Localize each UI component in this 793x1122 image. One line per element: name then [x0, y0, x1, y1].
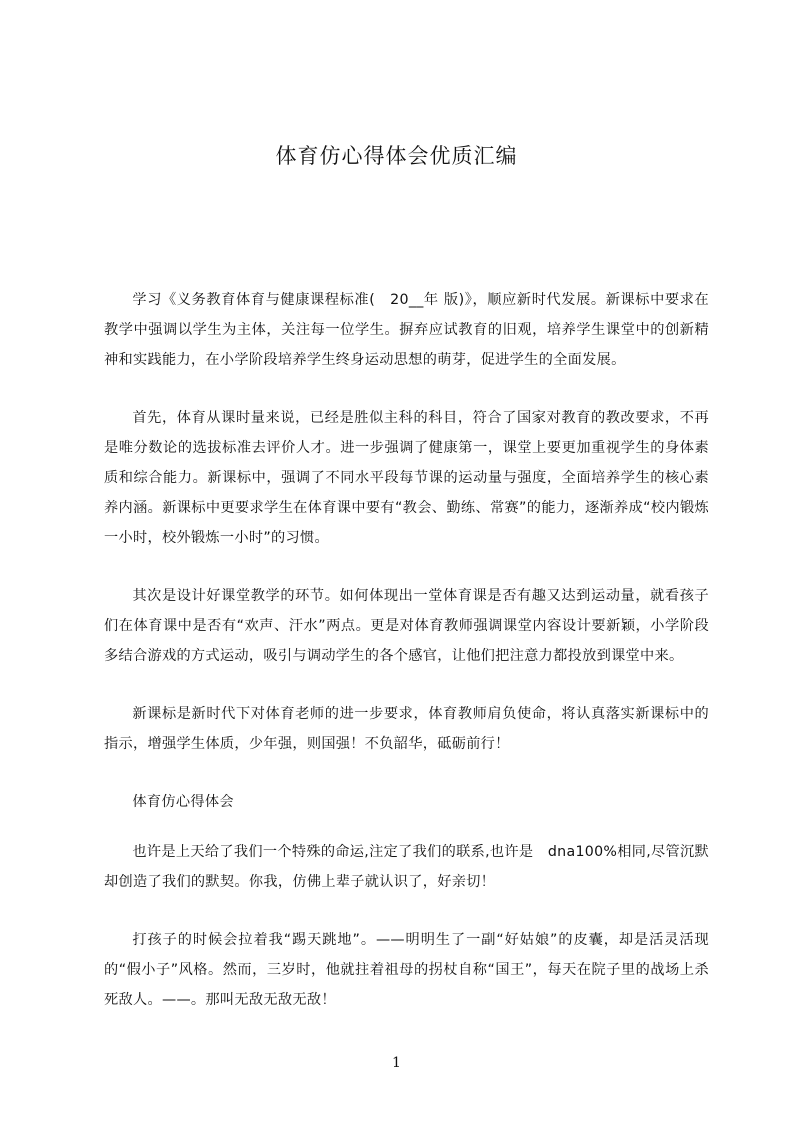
paragraph-childhood: 打孩子的时候会拉着我“踢天跳地”。——明明生了一副“好姑娘”的皮囊，却是活灵活现的“假小子”风格。然而，三岁时，他就拄着祖母的拐杖自称“国王”，每天在院子里的战场上杀死敌人。——。那叫无敌无敌无敌！	[104, 932, 709, 1008]
paragraph-second-point: 其次是设计好课堂教学的环节。如何体现出一堂体育课是否有趣又达到运动量，就看孩子们在体育课中是否有“欢声、汗水”两点。更是对体育教师强调课堂内容设计要新颖，小学阶段多结合游戏的方式运动，吸引与调动学生的各个感官，让他们把注意力都投放到课堂中来。	[104, 588, 709, 664]
page-number: 1	[392, 1055, 401, 1071]
paragraph-first-point: 首先，体育从课时量来说，已经是胜似主科的科目，符合了国家对教育的教改要求，不再是唯分数论的选拔标准去评价人才。进一步强调了健康第一，课堂上要更加重视学生的身体素质和综合能力。新课标中，强调了不同水平段每节课的运动量与强度，全面培养学生的核心素养内涵。新课标中更要求学生在体育课中要有“教会、勤练、常赛”的能力，逐渐养成“校内锻炼一小时，校外锻炼一小时”的习惯。	[104, 410, 709, 546]
document-body	[104, 285, 709, 1043]
paragraph-fate: 也许是上天给了我们一个特殊的命运,注定了我们的联系,也许是 dna100%相同,尽管沉默却创造了我们的默契。你我，仿佛上辈子就认识了，好亲切！	[104, 844, 709, 890]
paragraph-conclusion: 新课标是新时代下对体育老师的进一步要求，体育教师肩负使命，将认真落实新课标中的指示，增强学生体质，少年强，则国强！不负韶华，砥砺前行！	[104, 706, 709, 752]
section-subheading: 体育仿心得体会	[132, 794, 234, 810]
document-title: 体育仿心得体会优质汇编	[275, 144, 518, 168]
paragraph-intro: 学习《义务教育体育与健康课程标准( 20__年 版)》，顺应新时代发展。新课标中要求在教学中强调以学生为主体，关注每一位学生。摒弃应试教育的旧观，培养学生课堂中的创新精神和实践能力，在小学阶段培养学生终身运动思想的萌芽，促进学生的全面发展。	[104, 292, 709, 368]
